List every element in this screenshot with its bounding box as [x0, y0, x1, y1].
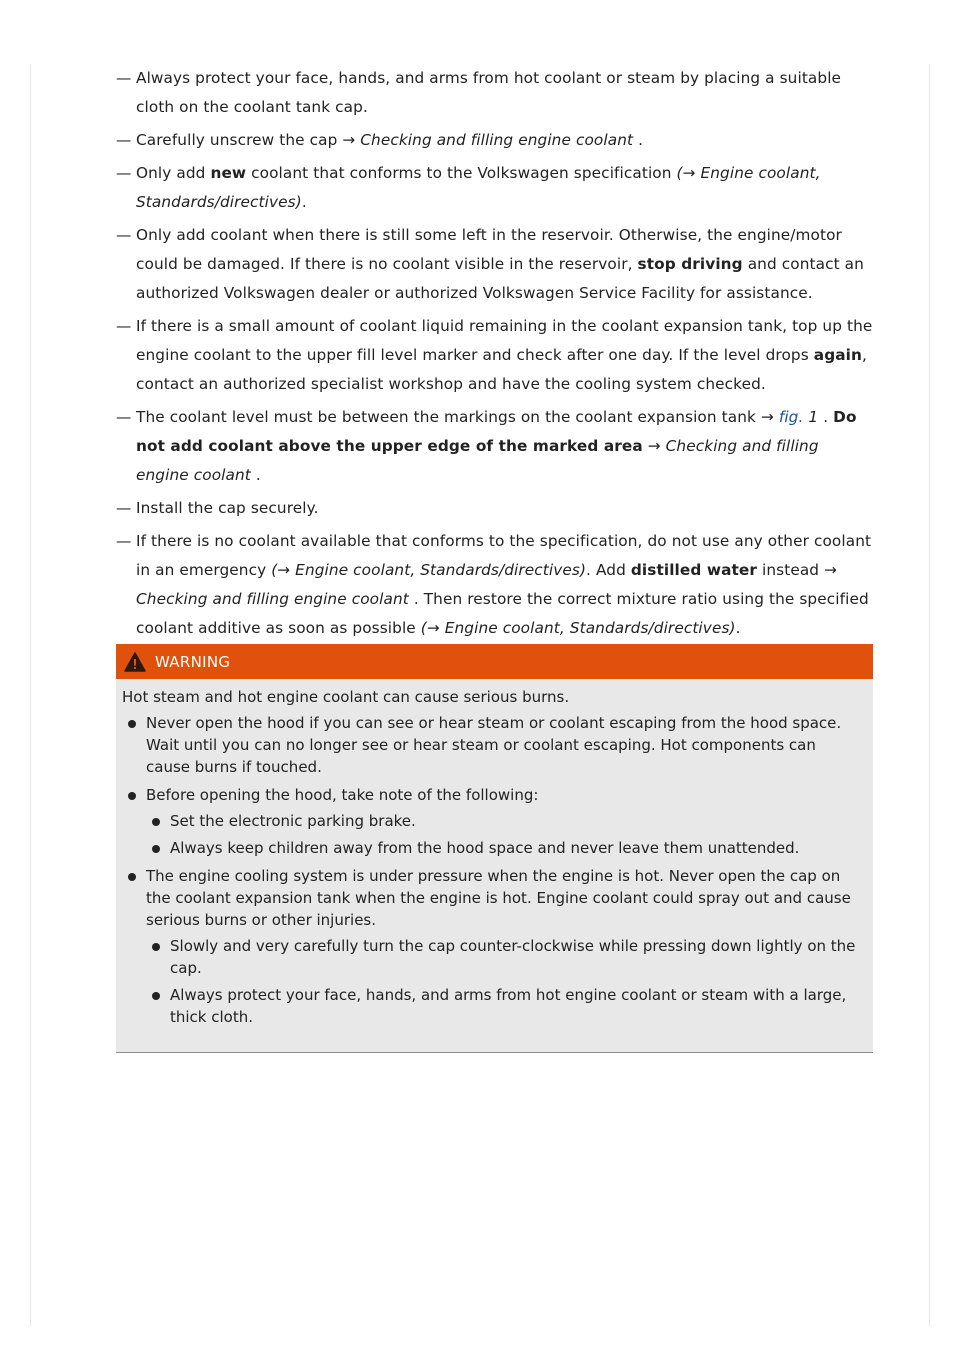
procedure-steps — [116, 64, 876, 647]
cross-reference-link[interactable]: (→ Engine coolant, Standards/directives) — [420, 619, 736, 637]
step-text: . — [823, 408, 834, 426]
warning-item-text: Before opening the hood, take note of the following: — [146, 786, 539, 804]
emphasis-text: Do not add coolant above the upper edge of the marked area — [136, 408, 857, 455]
cross-reference-link[interactable]: → Checking and filling engine coolant — [342, 131, 639, 149]
warning-subitem-text: Always keep children away from the hood space and never leave them unattended. — [170, 839, 800, 857]
step-text: . — [301, 193, 307, 211]
bullet-dot — [128, 792, 136, 800]
emphasis-text: stop driving — [637, 255, 743, 273]
cross-reference-link[interactable]: (→ Engine coolant, Standards/directives) — [271, 561, 587, 579]
step-text: If there is no coolant available that conforms to the specification, do not use any other coolant in an emergency — [136, 532, 872, 579]
step-text: . — [638, 131, 644, 149]
warning-subitem-text: Slowly and very carefully turn the cap counter-clockwise while pressing down lightly on the cap. — [170, 937, 856, 977]
step-text: Always protect your face, hands, and arms from hot coolant or steam by placing a suitable cloth on the coolant tank cap. — [136, 69, 842, 116]
step-protect-face — [116, 64, 876, 122]
step-text: The coolant level must be between the markings on the coolant expansion tank — [136, 408, 761, 426]
warning-item-text: Never open the hood if you can see or hear steam or coolant escaping from the hood space. Wait until you can no longer see or hear steam or coolant escaping. Hot components can cause burns if touched. — [146, 714, 842, 776]
step-text: , contact an authorized specialist workshop and have the cooling system checked. — [136, 346, 867, 393]
step-text: Install the cap securely. — [136, 499, 319, 517]
warning-subitem — [170, 984, 859, 1028]
warning-subitem-text: Always protect your face, hands, and arms from hot engine coolant or steam with a large, thick cloth. — [170, 986, 847, 1026]
cross-reference-link[interactable]: → Checking and filling engine coolant — [136, 561, 838, 608]
step-text: If there is a small amount of coolant liquid remaining in the coolant expansion tank, top up the engine coolant to the upper fill level marker and check after one day. If the level drops — [136, 317, 873, 364]
step-text: Only add coolant when there is still some left in the reservoir. Otherwise, the engine/motor could be damaged. If there is no coolant visible in the reservoir, — [136, 226, 842, 273]
bullet-dot — [152, 992, 160, 1000]
emphasis-text: again — [813, 346, 862, 364]
step-add-when-remaining — [116, 221, 876, 308]
warning-header — [116, 644, 873, 679]
warning-subitem-text: Set the electronic parking brake. — [170, 812, 416, 830]
bullet-dot — [152, 943, 160, 951]
step-emergency-water — [116, 527, 876, 643]
warning-item — [146, 712, 873, 778]
figure-link[interactable]: fig. — [778, 408, 804, 426]
warning-triangle-icon — [124, 652, 146, 672]
step-dash: — — [116, 69, 132, 87]
step-text: Only add — [136, 164, 211, 182]
warning-item-text: The engine cooling system is under pressure when the engine is hot. Never open the cap on the coolant expansion tank when the engine is hot. Engine coolant could spray out and cause serious burns or other injuries. — [146, 867, 851, 929]
figure-number: 1 — [803, 408, 824, 426]
step-add-new-coolant — [116, 159, 876, 217]
step-install-cap — [116, 494, 876, 523]
step-text: . Then restore the correct mixture ratio using the specified coolant additive as soon as possible — [136, 590, 869, 637]
bullet-dot — [128, 720, 136, 728]
step-coolant-level — [116, 403, 876, 490]
cross-reference-link[interactable]: (→ Engine coolant, Standards/directives) — [136, 164, 821, 211]
step-text: coolant that conforms to the Volkswagen specification — [246, 164, 677, 182]
page-margin-rule-right — [929, 64, 930, 1326]
warning-subitem — [170, 837, 859, 859]
step-dash: — — [116, 131, 132, 149]
step-unscrew-cap — [116, 126, 876, 155]
step-text: instead — [757, 561, 825, 579]
step-dash: — — [116, 499, 132, 517]
emphasis-text: new — [210, 164, 247, 182]
cross-reference-link[interactable]: → Checking and filling engine coolant — [136, 437, 819, 484]
step-top-up — [116, 312, 876, 399]
warning-subitem — [170, 935, 859, 979]
step-dash: — — [116, 317, 132, 335]
bullet-dot — [152, 845, 160, 853]
warning-title: WARNING — [155, 652, 231, 671]
step-text: Carefully unscrew the cap — [136, 131, 343, 149]
warning-sublist — [146, 810, 859, 859]
warning-item — [146, 865, 873, 1028]
step-dash: — — [116, 532, 132, 550]
arrow-glyph: → — [760, 408, 779, 426]
warning-list — [116, 712, 873, 1028]
step-text: . — [735, 619, 741, 637]
step-text: . Add — [586, 561, 631, 579]
warning-intro: Hot steam and hot engine coolant can cause serious burns. — [122, 688, 570, 706]
bullet-dot — [128, 873, 136, 881]
step-dash: — — [116, 164, 132, 182]
step-text: and contact an authorized Volkswagen dealer or authorized Volkswagen Service Facility for assistance. — [136, 255, 864, 302]
warning-subitem — [170, 810, 859, 832]
warning-item — [146, 784, 873, 859]
step-dash: — — [116, 226, 132, 244]
bullet-dot — [152, 818, 160, 826]
step-text: . — [255, 466, 261, 484]
warning-sublist — [146, 935, 859, 1028]
emphasis-text: distilled water — [630, 561, 758, 579]
page-margin-rule-left — [30, 64, 31, 1326]
warning-box — [116, 644, 873, 1053]
step-dash: — — [116, 408, 132, 426]
